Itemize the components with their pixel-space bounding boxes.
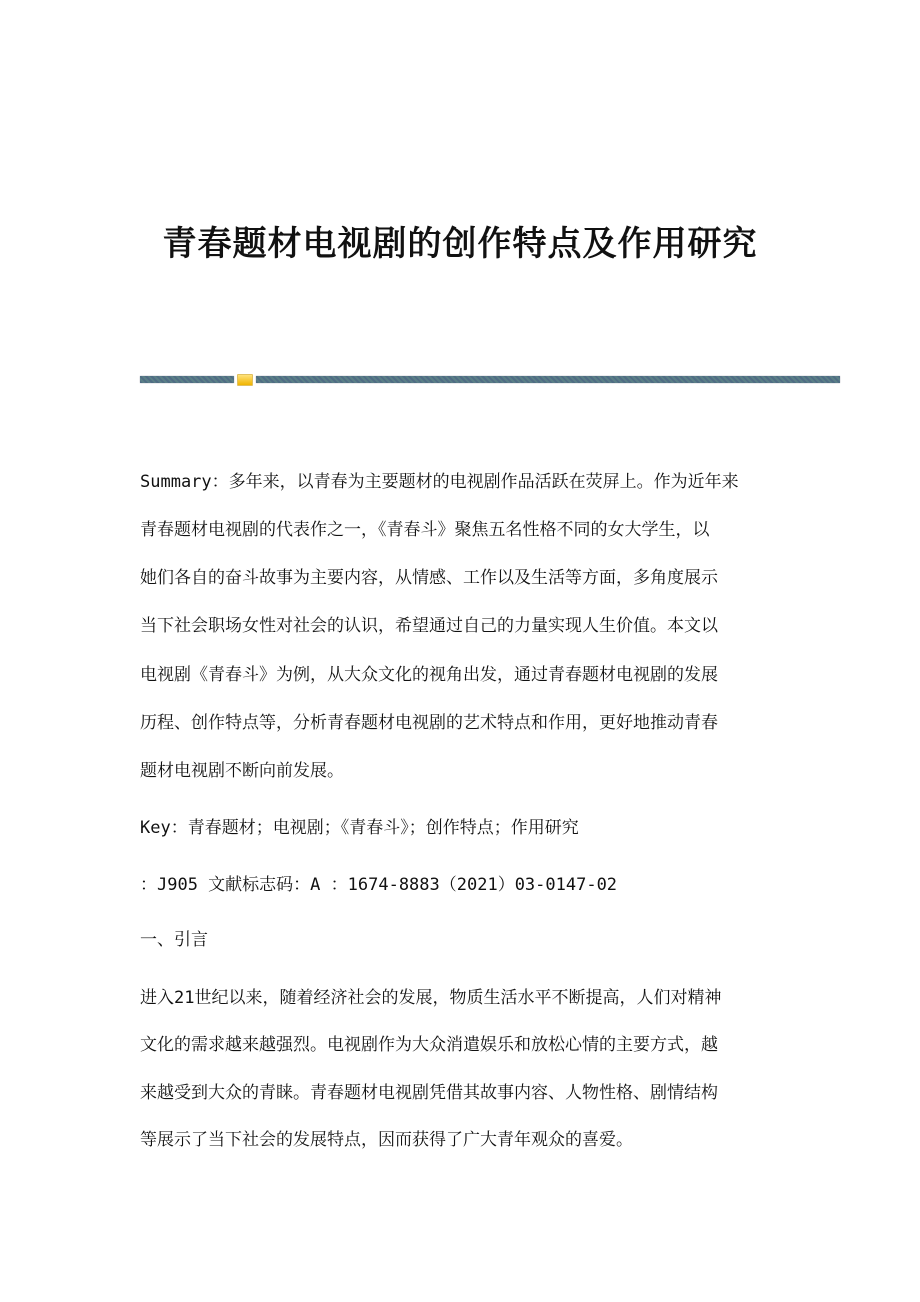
intro-line: 文化的需求越来越强烈。电视剧作为大众消遣娱乐和放松心情的主要方式，越 <box>140 1035 718 1055</box>
divider-ornament-icon <box>237 374 253 386</box>
divider-bar-left <box>140 376 234 383</box>
document-title: 青春题材电视剧的创作特点及作用研究 <box>162 224 758 264</box>
summary-line: 她们各自的奋斗故事为主要内容，从情感、工作以及生活等方面，多角度展示 <box>140 568 718 588</box>
summary-line: 电视剧《青春斗》为例，从大众文化的视角出发，通过青春题材电视剧的发展 <box>140 665 718 685</box>
intro-line: 等展示了当下社会的发展特点，因而获得了广大青年观众的喜爱。 <box>140 1130 633 1150</box>
intro-line: 进入21世纪以来，随着经济社会的发展，物质生活水平不断提高，人们对精神 <box>140 988 722 1008</box>
summary-line: 题材电视剧不断向前发展。 <box>140 761 344 781</box>
intro-line: 来越受到大众的青睐。青春题材电视剧凭借其故事内容、人物性格、剧情结构 <box>140 1083 718 1103</box>
section-heading: 一、引言 <box>140 930 208 950</box>
summary-line: 当下社会职场女性对社会的认识，希望通过自己的力量实现人生价值。本文以 <box>140 616 718 636</box>
summary-line: Summary：多年来，以青春为主要题材的电视剧作品活跃在荧屏上。作为近年来 <box>140 472 739 492</box>
summary-line: 青春题材电视剧的代表作之一，《青春斗》聚焦五名性格不同的女大学生，以 <box>140 520 710 540</box>
classification-code: ：J905 文献标志码：A ：1674-8883（2021）03-0147-02 <box>140 875 618 895</box>
divider-bar-right <box>256 376 840 383</box>
keywords: Key：青春题材；电视剧；《青春斗》；创作特点；作用研究 <box>140 818 579 838</box>
title-divider <box>140 375 840 385</box>
summary-line: 历程、创作特点等，分析青春题材电视剧的艺术特点和作用，更好地推动青春 <box>140 713 718 733</box>
